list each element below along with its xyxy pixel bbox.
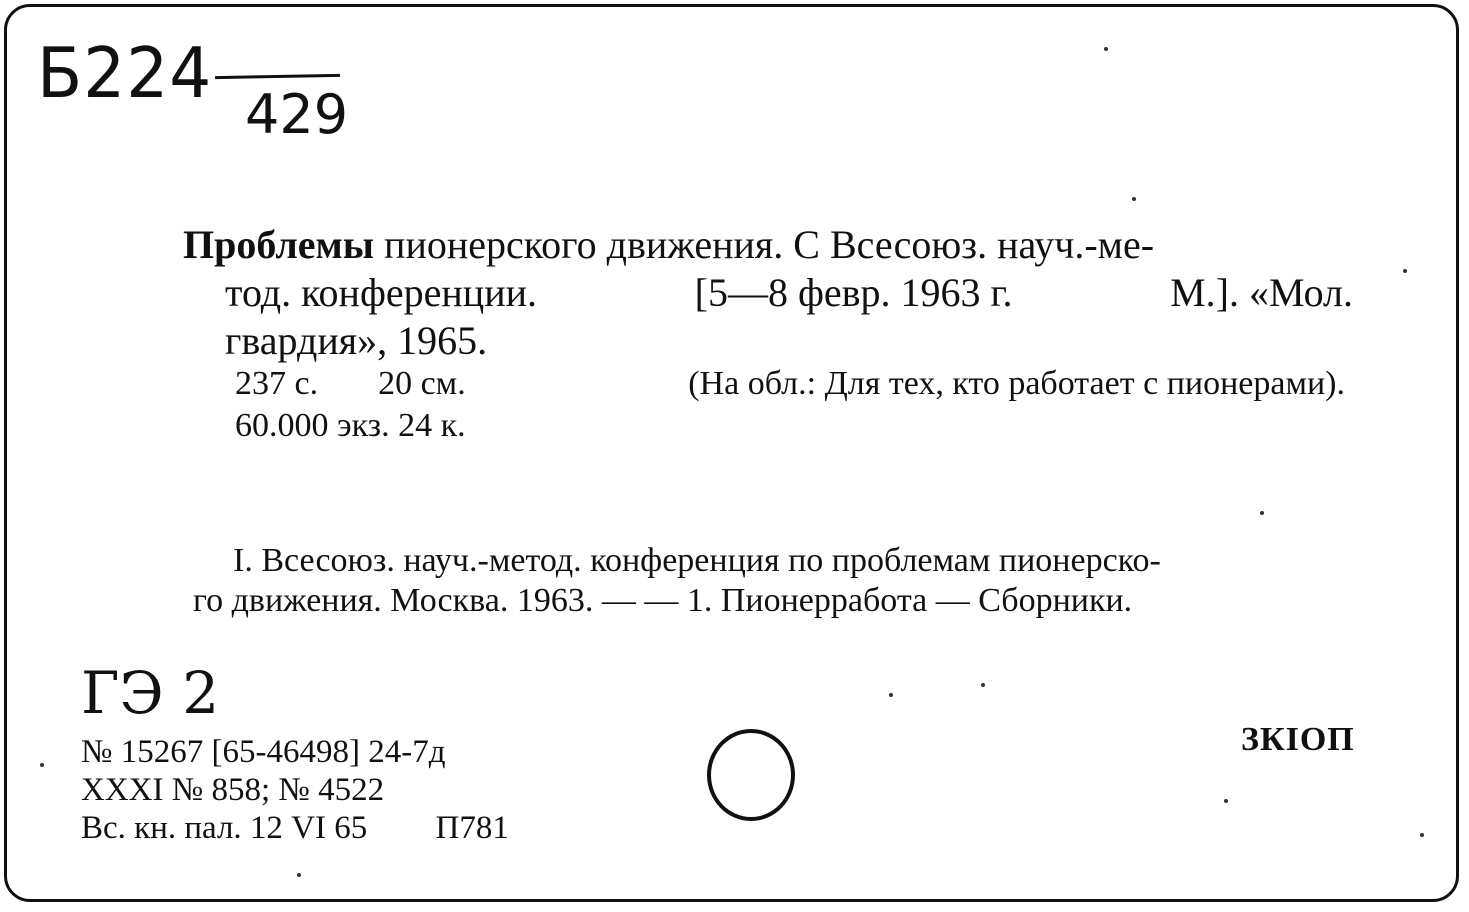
shelf-mark-sub: 429 xyxy=(245,83,349,146)
speck xyxy=(1132,197,1136,201)
footer-line-3-part-b: П781 xyxy=(435,810,509,846)
collation-pages: 237 с. xyxy=(235,365,319,402)
title-line-2-part-c: М.]. «Мол. xyxy=(1170,270,1353,315)
title-lead-word: Проблемы xyxy=(183,222,375,267)
card-footer xyxy=(81,733,509,847)
speck xyxy=(1104,47,1108,51)
subject-line-1: I. Всесоюз. науч.-метод. конференция по проблемам пионерско- xyxy=(233,542,1161,579)
bibliographic-title xyxy=(183,221,1353,365)
footer-line-2: XXXI № 858; № 4522 xyxy=(81,772,385,808)
stamp-label: ЗКІОП xyxy=(1241,721,1355,758)
circle-stamp xyxy=(707,729,795,821)
collation-block xyxy=(235,363,1345,447)
subject-headings xyxy=(193,541,1353,621)
title-line-1-text: пионерского движения. С Всесоюз. науч.-ме- xyxy=(384,222,1155,267)
collation-note: (На обл.: Для тех, кто работает с пионерами). xyxy=(688,365,1345,402)
title-line-3: гвардия», 1965. xyxy=(225,318,488,363)
title-line-2-part-b: [5—8 февр. 1963 г. xyxy=(694,270,1013,315)
speck xyxy=(981,683,985,687)
speck xyxy=(297,873,301,877)
footer-line-1: № 15267 [65-46498] 24-7д xyxy=(81,734,446,770)
collation-print-run: 60.000 экз. 24 к. xyxy=(235,407,466,444)
speck xyxy=(1420,833,1424,837)
title-line-2-part-a: тод. конференции. xyxy=(225,270,538,315)
handwritten-mark: ГЭ 2 xyxy=(81,659,220,727)
speck xyxy=(1403,269,1407,273)
title-line-2 xyxy=(183,269,1353,317)
speck xyxy=(1224,799,1228,803)
shelf-mark-divider xyxy=(215,74,340,79)
collation-row xyxy=(235,363,1345,405)
speck xyxy=(889,693,893,697)
collation-size: 20 см. xyxy=(378,365,466,402)
footer-line-3-part-a: Вс. кн. пал. 12 VI 65 xyxy=(81,810,368,846)
catalog-card xyxy=(4,4,1459,902)
subject-line-2: го движения. Москва. 1963. — — 1. Пионерработа — Сборники. xyxy=(193,582,1133,619)
speck xyxy=(40,763,44,767)
shelf-mark-main: Б224 xyxy=(37,33,213,114)
footer-line-3 xyxy=(81,809,509,847)
title-line-1 xyxy=(183,221,1353,269)
speck xyxy=(1260,511,1264,515)
